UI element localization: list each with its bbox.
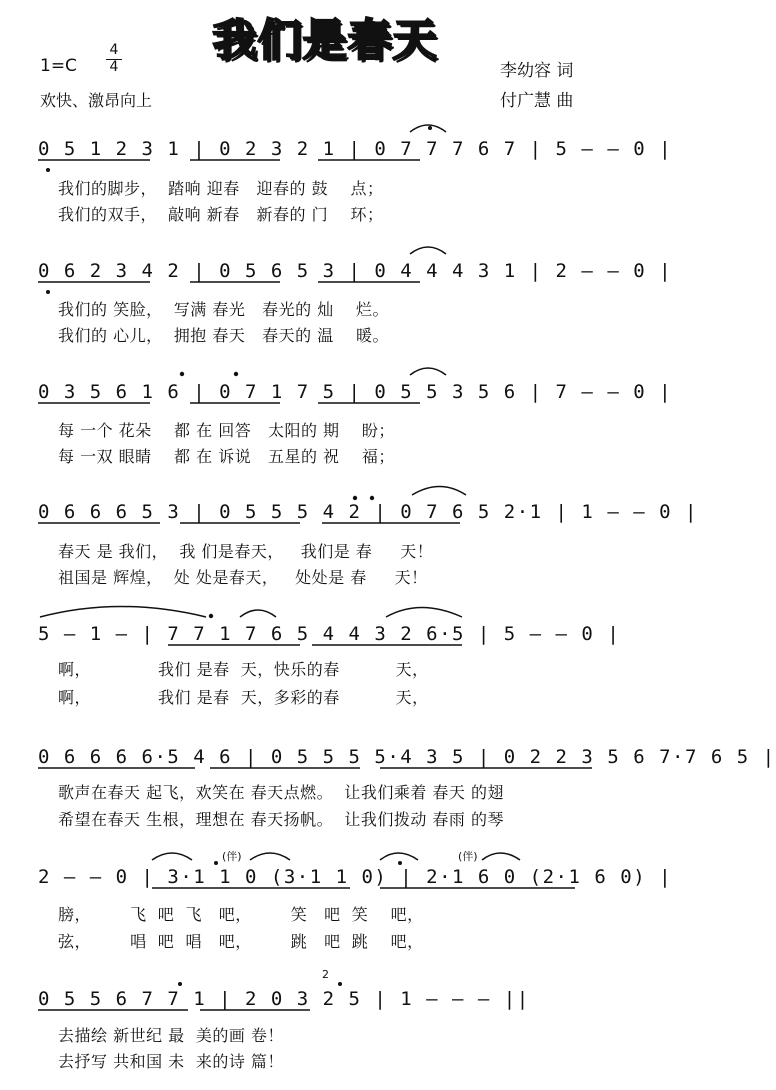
lyrics-line-1-verse-1: 我们的脚步， 踏响 迎春 迎春的 鼓 点； (58, 179, 384, 198)
time-denominator: 4 (109, 59, 119, 75)
lyrics-line-7-verse-2: 弦， 唱 吧 唱 吧， 跳 吧 跳 吧， (58, 932, 424, 951)
lyrics-line-8-verse-1: 去描绘 新世纪 最 美的画 卷！ (58, 1026, 284, 1045)
key-signature: 1=C (40, 56, 77, 76)
lyrics-line-4-verse-1: 春天 是 我们， 我 们是春天， 我们是 春 天！ (58, 542, 434, 561)
lyrics-line-5-verse-2: 啊， 我们 是春 天，多彩的春 天， (58, 688, 429, 707)
music-line-5: 5 — 1 — | 7 7 1 7 6 5 4 4 3 2 6·5 | 5 — — 0 | (38, 623, 621, 645)
accompaniment-mark-2: (伴) (458, 850, 478, 863)
lyrics-line-6-verse-1: 歌声在春天 起飞，欢笑在 春天点燃。 让我们乘着 春天 的翅 (58, 783, 505, 802)
lyrics-line-6-verse-2: 希望在春天 生根，理想在 春天扬帆。 让我们拨动 春雨 的琴 (58, 810, 505, 829)
music-line-4: 0 6 6 6 5 3 | 0 5 5 5 4 2 | 0 7 6 5 2·1 | 1 — — 0 | (38, 501, 698, 523)
lyrics-line-7-verse-1: 膀， 飞 吧 飞 吧， 笑 吧 笑 吧， (58, 905, 424, 924)
tempo-marking: 欢快、激昂向上 (40, 91, 153, 110)
lyrics-line-2-verse-1: 我们的 笑脸， 写满 春光 春光的 灿 烂。 (58, 300, 390, 319)
time-numerator: 4 (109, 42, 119, 58)
lyrics-line-2-verse-2: 我们的 心儿， 拥抱 春天 春天的 温 暖。 (58, 326, 390, 345)
song-title: 我们是春天 (212, 15, 438, 66)
lyrics-line-3-verse-1: 每 一个 花朵 都 在 回答 太阳的 期 盼； (58, 421, 395, 440)
lyrics-line-1-verse-2: 我们的双手， 敲响 新春 新春的 门 环； (58, 205, 384, 224)
grace-note: 2 (322, 968, 329, 981)
music-line-7: 2 — — 0 | 3·1 1 0 (3·1 1 0) | 2·1 6 0 (2·1 6 0) | (38, 866, 673, 888)
music-line-8: 0 5 5 6 7 7 1 | 2 0 3 2 5 | 1 — — — || (38, 988, 530, 1010)
lyrics-line-4-verse-2: 祖国是 辉煌， 处 处是春天， 处处是 春 天！ (58, 568, 428, 587)
lyrics-line-3-verse-2: 每 一双 眼睛 都 在 诉说 五星的 祝 福； (58, 447, 395, 466)
time-signature (102, 42, 126, 76)
music-line-6: 0 6 6 6 6·5 4 6 | 0 5 5 5 5·4 3 5 | 0 2 2 3 5 6 7·7 6 5 | (38, 746, 776, 768)
accompaniment-mark-1: (伴) (222, 850, 242, 863)
lyrics-line-5-verse-1: 啊， 我们 是春 天，快乐的春 天， (58, 660, 429, 679)
music-line-2: 0 6 2 3 4 2 | 0 5 6 5 3 | 0 4 4 4 3 1 | 2 — — 0 | (38, 260, 673, 282)
composer-credit: 付广慧 曲 (500, 91, 574, 111)
lyricist-credit: 李幼容 词 (500, 61, 574, 81)
music-line-3: 0 3 5 6 1 6 | 0 7 1 7 5 | 0 5 5 3 5 6 | 7 — — 0 | (38, 381, 673, 403)
lyrics-line-8-verse-2: 去抒写 共和国 未 来的诗 篇！ (58, 1052, 284, 1071)
music-line-1: 0 5 1 2 3 1 | 0 2 3 2 1 | 0 7 7 7 6 7 | 5 — — 0 | (38, 138, 673, 160)
